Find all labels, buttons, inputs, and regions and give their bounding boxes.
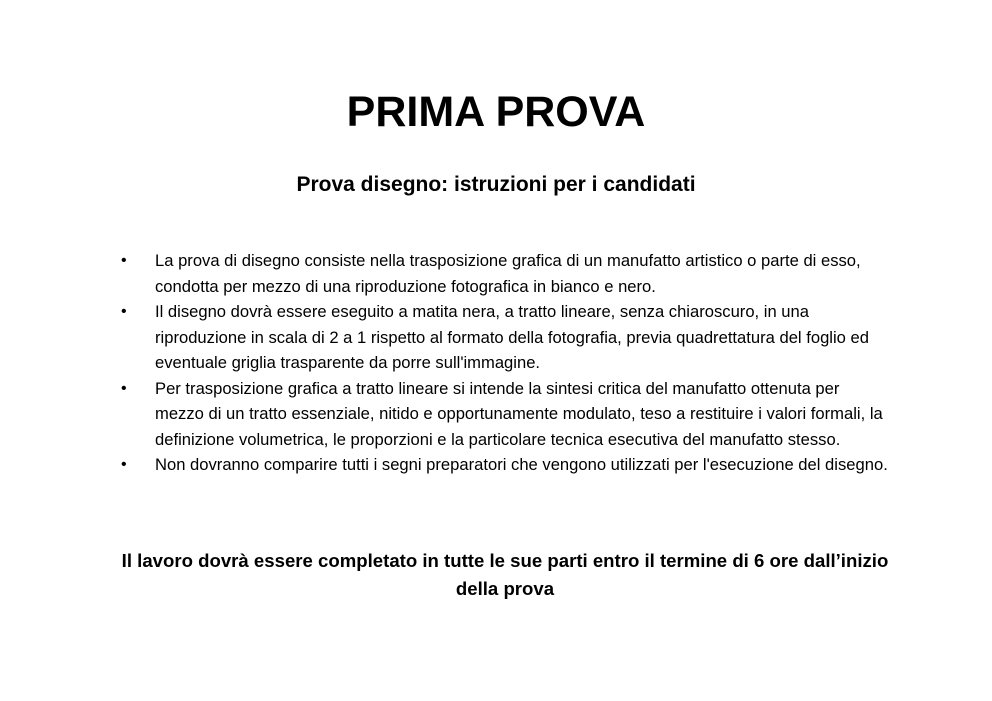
closing-note: Il lavoro dovrà essere completato in tutte le sue parti entro il termine di 6 ore dall’inizio della prova: [121, 550, 889, 599]
bullet-icon: •: [121, 456, 127, 473]
list-item-text: Il disegno dovrà essere eseguito a matita nera, a tratto lineare, senza chiaroscuro, in una riproduzione in scala di 2 a 1 rispetto al formato della fotografia, previa quadrettatura del foglio ed eventuale griglia trasparente da porre sull'immagine.: [155, 302, 869, 372]
list-item: [118, 376, 888, 453]
list-item: [118, 248, 888, 299]
bullet-icon: •: [121, 303, 127, 320]
page-title: PRIMA PROVA: [346, 88, 646, 136]
list-item: [118, 452, 888, 478]
list-item-text: Non dovranno comparire tutti i segni preparatori che vengono utilizzati per l'esecuzione del disegno.: [155, 455, 888, 474]
list-item-text: Per trasposizione grafica a tratto lineare si intende la sintesi critica del manufatto ottenuta per mezzo di un tratto essenziale, nitido e opportunamente modulato, teso a restituire i valori formali, la definizione volumetrica, le proporzioni e la particolare tecnica esecutiva del manufatto stesso.: [155, 378, 883, 449]
bullet-icon: •: [121, 252, 127, 269]
list-item-text: La prova di disegno consiste nella trasposizione grafica di un manufatto artistico o parte di esso, condotta per mezzo di una riproduzione fotografica in bianco e nero.: [155, 251, 861, 296]
list-item: [118, 299, 888, 376]
page-subtitle: Prova disegno: istruzioni per i candidati: [296, 173, 696, 196]
instructions-list: [118, 248, 888, 478]
bullet-icon: •: [121, 379, 127, 397]
